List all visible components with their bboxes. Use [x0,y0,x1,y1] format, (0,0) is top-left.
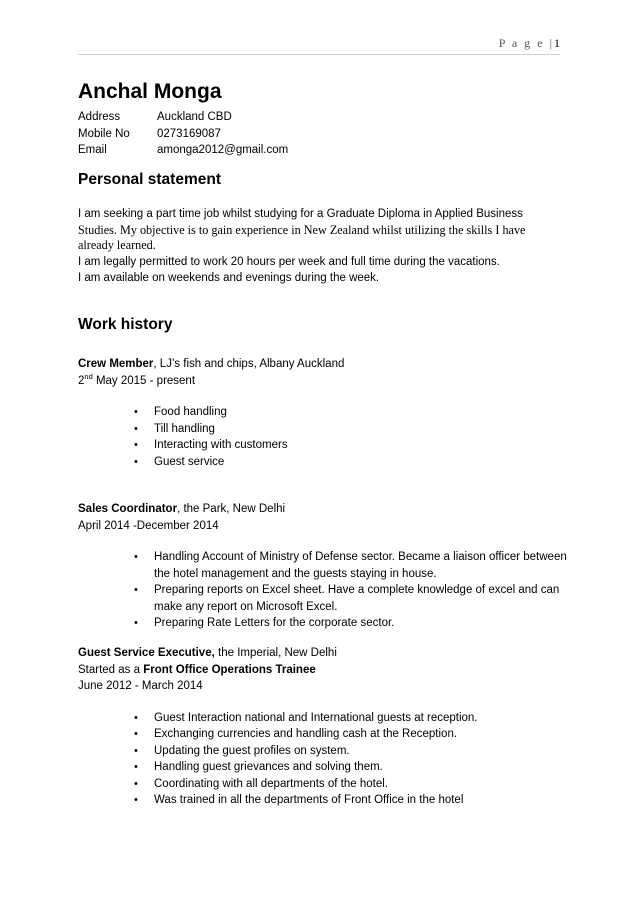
job-sales-coordinator [78,501,568,632]
bullet-icon: • [134,455,138,468]
list-item [134,726,568,743]
contact-row-mobile [78,126,288,143]
job-dates [78,373,568,390]
contact-block [78,109,288,159]
duty-text: Preparing reports on Excel sheet. Have a complete knowledge of excel and can make any report on Microsoft Excel. [154,584,560,613]
list-item [134,792,568,809]
contact-value: Auckland CBD [157,111,232,123]
duty-text: Guest Interaction national and International guests at reception. [154,711,478,724]
duty-text: Interacting with customers [154,439,288,451]
date-day: 2 [78,374,85,387]
contact-label: Email [78,144,107,156]
statement-line: I am available on weekends and evenings during the week. [78,272,380,284]
duty-text: Guest service [154,455,225,468]
statement-line: I am seeking a part time job whilst studying for a Graduate Diploma in Applied Business [78,208,523,220]
page-header [499,36,560,51]
duty-text: Handling guest grievances and solving them. [154,761,383,773]
list-item [134,776,568,793]
statement-line: I am legally permitted to work 20 hours per week and full time during the vacations. [78,255,500,268]
job-dates: June 2012 - March 2014 [78,680,203,692]
bullet-icon: • [134,584,138,596]
bullet-icon: • [134,794,138,806]
duty-text: Food handling [154,406,227,418]
list-item [134,743,568,760]
bullet-icon: • [134,617,138,629]
job-title-line [78,645,568,662]
contact-label: Address [78,111,121,123]
list-item [134,404,568,421]
bullet-icon: • [134,761,138,773]
bullet-icon: • [134,711,138,724]
header-rule [78,54,560,55]
duty-text: Till handling [154,422,215,435]
job-title: Guest Service Executive, [78,647,215,659]
contact-value: 0273169087 [157,127,221,140]
job-duties [78,710,568,809]
date-suffix: nd [84,371,93,381]
job-crew-member [78,356,568,470]
bullet-icon: • [134,422,138,435]
job-duties [78,404,568,470]
job-title: Crew Member [78,358,154,370]
job-dates: April 2014 -December 2014 [78,519,219,532]
date-rest: May 2015 - present [92,374,196,387]
bullet-icon: • [134,744,138,757]
duty-text: Exchanging currencies and handling cash at the Reception. [154,728,458,740]
job-duties [78,549,568,632]
list-item [134,582,568,615]
contact-value: amonga2012@gmail.com [157,144,289,156]
job-employer: , the Park, New Delhi [177,503,286,515]
list-item [134,615,568,632]
contact-label: Mobile No [78,127,130,140]
personal-statement-heading: Personal statement [78,171,221,188]
started-role: Front Office Operations Trainee [143,663,316,676]
duty-text: Handling Account of Ministry of Defense sector. Became a liaison officer between the hotel management and the guests staying in house. [154,551,567,580]
bullet-icon: • [134,439,138,451]
candidate-name: Anchal Monga [78,80,222,103]
duty-text: Was trained in all the departments of Front Office in the hotel [154,794,464,806]
personal-statement-body [78,206,558,287]
started-prefix: Started as a [78,663,144,676]
contact-row-address [78,109,288,126]
job-title-line [78,501,568,518]
job-title-line [78,356,568,373]
job-title: Sales Coordinator [78,503,178,515]
duty-text: Preparing Rate Letters for the corporate sector. [154,617,395,629]
job-started-line [78,662,568,679]
contact-row-email [78,142,288,159]
job-employer: , LJ’s fish and chips, Albany Auckland [153,358,345,370]
bullet-icon: • [134,777,138,790]
bullet-icon: • [134,551,138,563]
bullet-icon: • [134,728,138,740]
page-label: P a g e [498,36,545,50]
page-number: 1 [554,36,560,50]
bullet-icon: • [134,406,138,418]
statement-line: Studies. My objective is to gain experience in New Zealand whilst utilizing the skills I have already learned. [78,222,526,252]
work-history-heading: Work history [78,316,173,333]
duty-text: Coordinating with all departments of the hotel. [154,777,388,790]
job-guest-service-executive [78,645,568,809]
list-item [134,710,568,727]
job-employer: the Imperial, New Delhi [214,647,337,659]
page-separator: | [549,36,554,50]
list-item [134,759,568,776]
list-item [134,421,568,438]
duty-text: Updating the guest profiles on system. [154,744,350,757]
list-item [134,549,568,582]
list-item [134,437,568,454]
list-item [134,454,568,471]
